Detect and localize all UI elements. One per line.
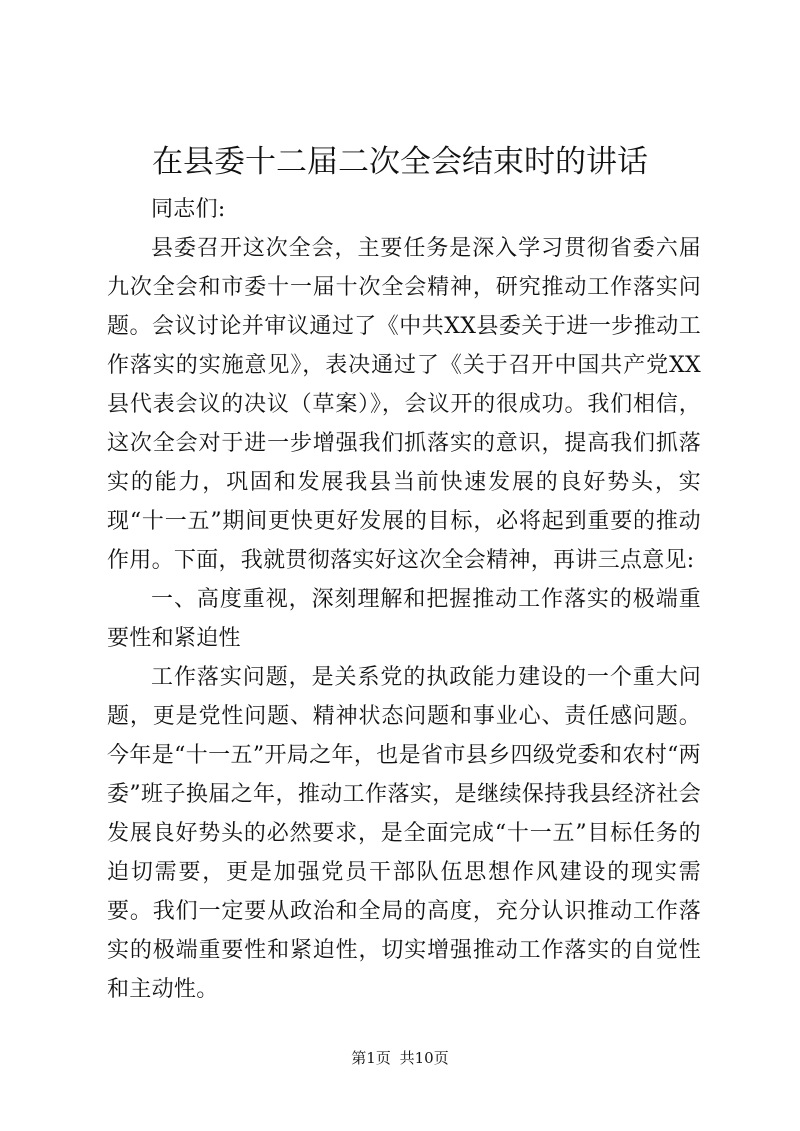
body-paragraph: 工作落实问题，是关系党的执政能力建设的一个重大问题，更是党性问题、精神状态问题和事业心、责任感问题。今年是“十一五”开局之年，也是省市县乡四级党委和农村“两委”班子换届之年，推动工作落实，是继续保持我县经济社会发展良好势头的必然要求，是全面完成“十一五”目标任务的迫切需要，更是加强党员干部队伍思想作风建设的现实需要。我们一定要从政治和全局的高度，充分认识推动工作落实的极端重要性和紧迫性，切实增强推动工作落实的自觉性和主动性。 [107,665,701,1002]
page-total: 共10页 [399,1049,449,1067]
document-body [107,190,701,1009]
page-number: 第1页 [351,1049,391,1067]
page-footer [0,1047,800,1069]
section-heading: 一、高度重视，深刻理解和把握推动工作落实的极端重要性和紧迫性 [107,587,701,651]
document-title: 在县委十二届二次全会结束时的讲话 [152,144,648,180]
body-paragraph: 县委召开这次全会，主要任务是深入学习贯彻省委六届九次全会和市委十一届十次全会精神，研究推动工作落实问题。会议讨论并审议通过了《中共XX县委关于进一步推动工作落实的实施意见》，表决通过了《关于召开中国共产党XX县代表会议的决议（草案）》，会议开的很成功。我们相信，这次全会对于进一步增强我们抓落实的意识，提高我们抓落实的能力，巩固和发展我县当前快速发展的良好势头，实现“十一五”期间更快更好发展的目标，必将起到重要的推动作用。下面，我就贯彻落实好这次全会精神，再讲三点意见: [107,236,701,573]
greeting-paragraph: 同志们: [151,197,226,222]
